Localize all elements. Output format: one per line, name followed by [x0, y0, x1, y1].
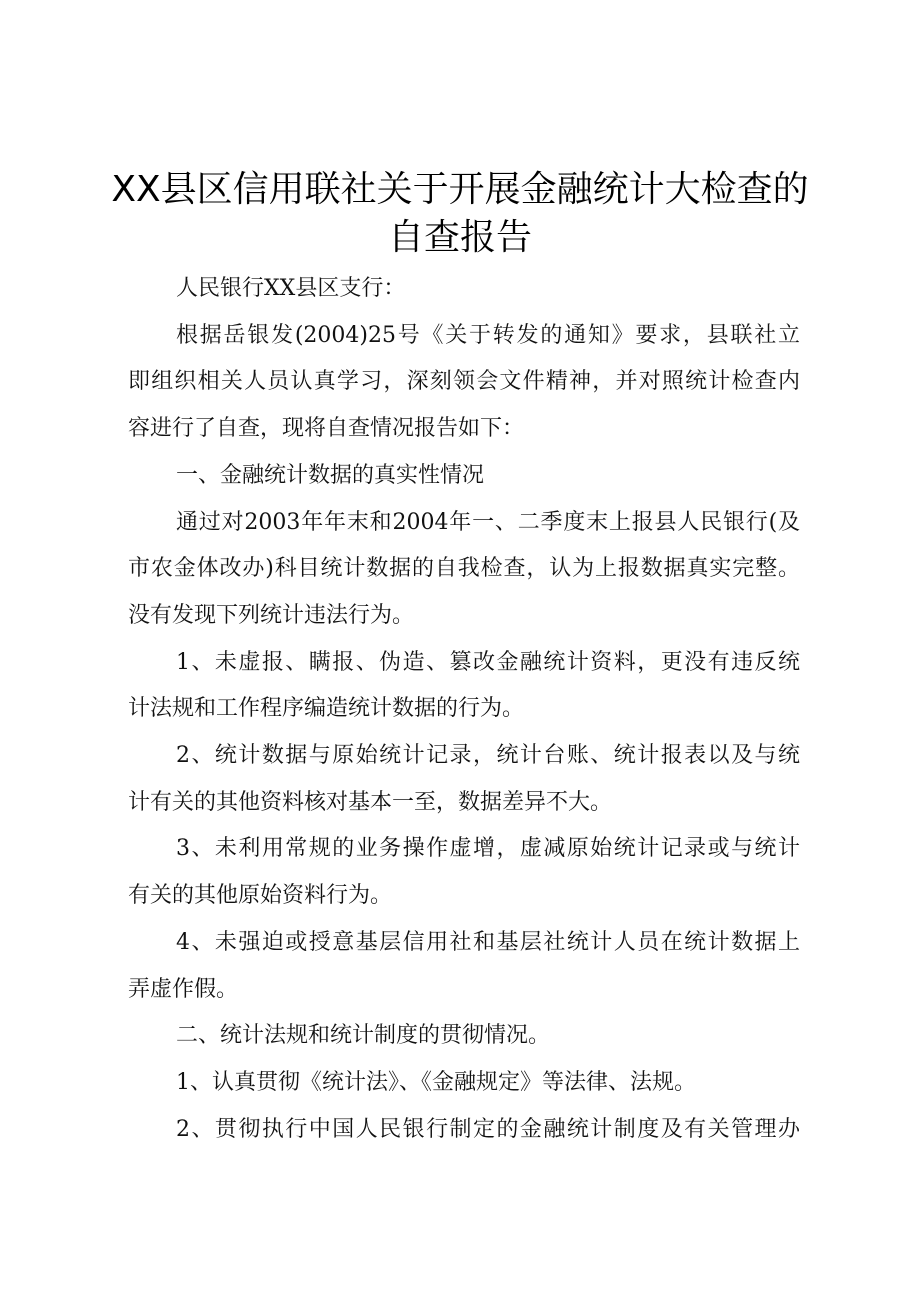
paragraph-line: 二、统计法规和统计制度的贯彻情况。: [176, 1023, 551, 1049]
paragraph-line: 2、统计数据与原始统计记录，统计台账、统计报表以及与统: [176, 743, 800, 768]
paragraph-line: 市农金体改办)科目统计数据的自我检查，认为上报数据真实完整。: [128, 556, 800, 582]
paragraph-line: 4、未强迫或授意基层信用社和基层社统计人员在统计数据上: [176, 929, 800, 955]
paragraph-line: 1、未虚报、瞒报、伪造、篡改金融统计资料，更没有违反统: [176, 649, 800, 675]
paragraph-line: 计法规和工作程序编造统计数据的行为。: [128, 696, 525, 722]
paragraph-line: 有关的其他原始资料行为。: [128, 883, 393, 909]
paragraph-line: 人民银行XX县区支行：: [176, 276, 406, 301]
paragraph-line: 一、金融统计数据的真实性情况: [176, 462, 485, 488]
paragraph-line: 即组织相关人员认真学习，深刻领会文件精神，并对照统计检查内: [128, 369, 800, 395]
paragraph-line: 3、未利用常规的业务操作虚增，虚减原始统计记录或与统计: [176, 836, 800, 862]
paragraph-line: 弄虚作假。: [128, 976, 239, 1002]
paragraph-line: 2、贯彻执行中国人民银行制定的金融统计制度及有关管理办: [176, 1116, 800, 1142]
paragraph-line: 通过对2003年年末和2004年一、二季度末上报县人民银行(及: [176, 509, 800, 535]
paragraph-line: 根据岳银发(2004)25号《关于转发的通知》要求，县联社立: [176, 322, 800, 348]
paragraph-line: 1、认真贯彻《统计法》、《金融规定》等法律、法规。: [176, 1069, 696, 1095]
document-title-line-1: XX县区信用联社关于开展金融统计大检查的: [111, 169, 809, 210]
paragraph-line: 容进行了自查，现将自查情况报告如下：: [128, 416, 525, 442]
paragraph-line: 没有发现下列统计违法行为。: [128, 602, 415, 628]
paragraph-line: 计有关的其他资料核对基本一至，数据差异不大。: [128, 789, 613, 815]
document-title-line-2: 自查报告: [387, 217, 532, 258]
